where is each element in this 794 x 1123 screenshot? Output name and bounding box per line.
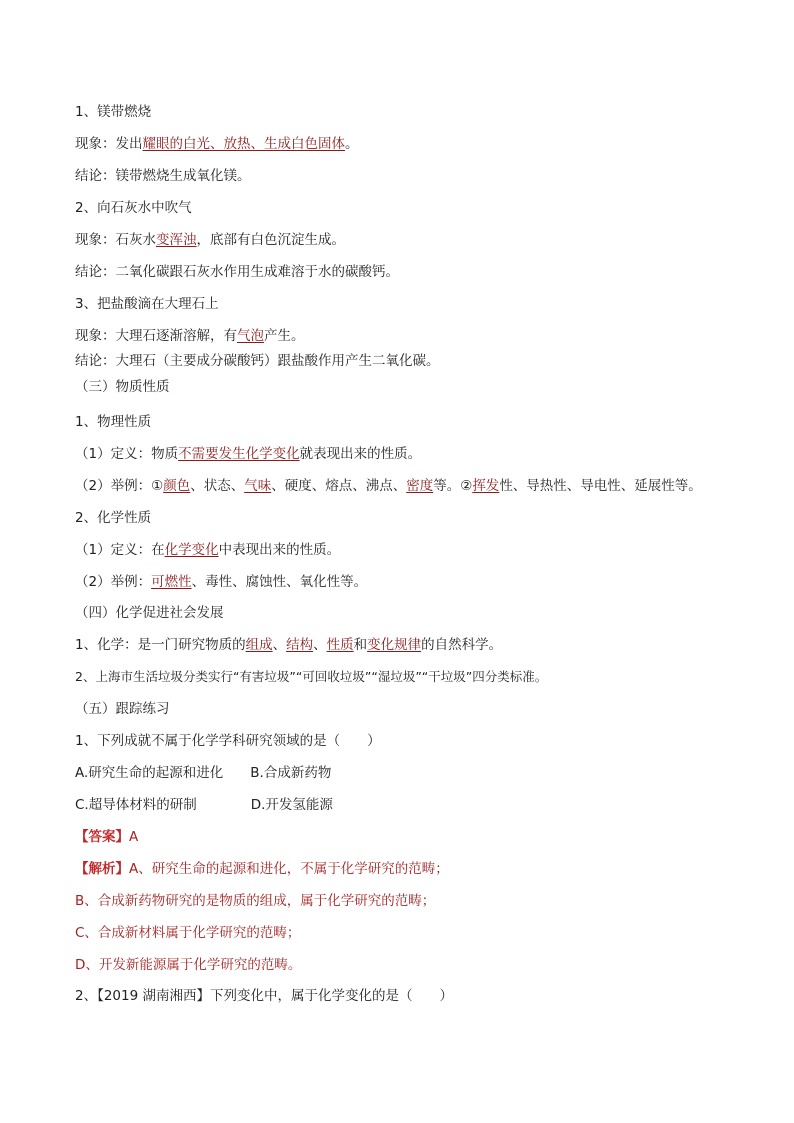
section-properties: （三）物质性质 [75, 379, 170, 395]
text: 的自然科学。 [421, 637, 503, 653]
text: 、毒性、腐蚀性、氧化性等。 [191, 574, 368, 590]
text: 性、导热性、导电性、延展性等。 [499, 478, 702, 494]
physical-definition [75, 445, 421, 463]
text: （2）举例： [75, 574, 152, 590]
text: 现象：大理石逐渐溶解，有 [75, 328, 237, 344]
text: （1）定义：物质 [75, 446, 179, 462]
text: 1、化学：是一门研究物质的 [75, 637, 246, 653]
heading-chemical-properties: 2、化学性质 [75, 510, 152, 526]
chemistry-definition [75, 636, 502, 654]
underlined-answer: 耀眼的白光、放热、生成白色固体 [142, 136, 345, 152]
question-1-options-cd: C.超导体材料的研制 D.开发氢能源 [75, 797, 333, 813]
underlined-answer: 不需要发生化学变化 [178, 446, 300, 462]
underlined-answer: 气泡 [237, 328, 264, 344]
phenomenon-magnesium [75, 135, 359, 153]
underlined-answer: 化学变化 [164, 542, 219, 558]
text: 、状态、 [190, 478, 245, 494]
section-practice: （五）跟踪练习 [75, 701, 170, 717]
text: 现象：发出 [75, 136, 143, 152]
text: 、 [313, 637, 327, 653]
text: 和 [353, 637, 368, 653]
garbage-classification: 2、上海市生活垃圾分类实行“有害垃圾”“可回收垃圾”“湿垃圾”“干垃圾”四分类标准。 [75, 669, 548, 684]
text: （2）举例：① [75, 478, 164, 494]
underlined-answer: 气味 [244, 478, 272, 494]
underlined-answer: 变化规律 [367, 637, 422, 653]
question-1-options-ab: A.研究生命的起源和进化 B.合成新药物 [75, 765, 332, 781]
underlined-answer: 组成 [245, 637, 273, 653]
underlined-answer: 挥发 [472, 478, 500, 494]
underlined-answer: 结构 [286, 637, 314, 653]
conclusion-magnesium: 结论：镁带燃烧生成氧化镁。 [75, 168, 251, 184]
text: ，底部有白色沉淀生成。 [196, 232, 345, 248]
text: 现象：石灰水 [75, 232, 156, 248]
analysis-tag: 【解析】 [75, 861, 129, 877]
chemical-definition [75, 541, 340, 559]
analysis-line [75, 860, 449, 878]
heading-physical-properties: 1、物理性质 [75, 414, 152, 430]
heading-limewater: 2、向石灰水中吹气 [75, 200, 192, 216]
answer-line [75, 828, 138, 846]
text: 、 [272, 637, 287, 653]
text: 、硬度、熔点、沸点、 [271, 478, 407, 494]
analysis-b: B、合成新药物研究的是物质的组成，属于化学研究的范畴； [75, 893, 436, 909]
conclusion-marble: 结论：大理石（主要成分碳酸钙）跟盐酸作用产生二氧化碳。 [75, 353, 440, 369]
question-2: 2、【2019 湖南湘西】下列变化中，属于化学变化的是（ ） [75, 988, 453, 1004]
phenomenon-limewater [75, 231, 345, 249]
conclusion-limewater: 结论：二氧化碳跟石灰水作用生成难溶于水的碳酸钙。 [75, 264, 399, 280]
text: 。 [345, 136, 359, 152]
analysis-c: C、合成新材料属于化学研究的范畴； [75, 925, 301, 941]
phenomenon-marble [75, 327, 305, 345]
text: 产生。 [264, 328, 305, 344]
underlined-answer: 密度 [406, 478, 434, 494]
text: （1）定义：在 [75, 542, 165, 558]
underlined-answer: 颜色 [163, 478, 191, 494]
underlined-answer: 性质 [326, 637, 354, 653]
heading-marble: 3、把盐酸滴在大理石上 [75, 296, 219, 312]
text: 中表现出来的性质。 [218, 542, 341, 558]
physical-examples [75, 477, 702, 495]
answer-tag: 【答案】 [75, 829, 129, 845]
chemical-examples [75, 573, 367, 591]
section-society: （四）化学促进社会发展 [75, 605, 224, 621]
heading-magnesium: 1、镁带燃烧 [75, 104, 152, 120]
analysis-d: D、开发新能源属于化学研究的范畴。 [75, 957, 302, 973]
text: 等。② [433, 478, 473, 494]
text: 就表现出来的性质。 [299, 446, 422, 462]
analysis-text: A、研究生命的起源和进化，不属于化学研究的范畴； [129, 861, 449, 877]
underlined-answer: 可燃性 [151, 574, 192, 590]
answer-value: A [129, 829, 139, 845]
underlined-answer: 变浑浊 [156, 232, 197, 248]
question-1: 1、下列成就不属于化学学科研究领域的是（ ） [75, 733, 381, 749]
